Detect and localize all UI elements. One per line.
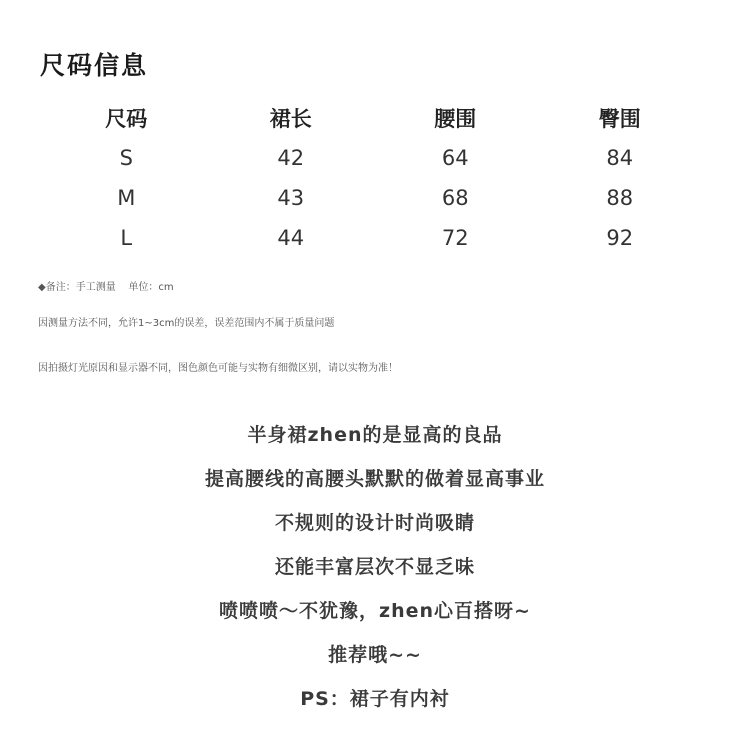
cell-waist-m: 68 bbox=[441, 186, 469, 210]
description-line: 提高腰线的高腰头默默的做着显高事业 bbox=[204, 468, 545, 490]
note-color-disclaimer: 因拍摄灯光原因和显示器不同，图色颜色可能与实物有细微区别，请以实物为准！ bbox=[38, 363, 398, 374]
cell-waist-l: 72 bbox=[441, 226, 469, 250]
description-line: 还能丰富层次不显乏味 bbox=[274, 556, 475, 578]
note-measurement-unit: ◆备注：手工测量 单位：cm bbox=[38, 282, 174, 293]
cell-size-s: S bbox=[119, 146, 133, 170]
measurement-notes bbox=[38, 282, 698, 375]
size-table-header-row bbox=[44, 98, 702, 138]
cell-length-m: 43 bbox=[277, 186, 305, 210]
cell-size-m: M bbox=[117, 186, 136, 210]
column-header-length: 裙长 bbox=[269, 107, 312, 131]
cell-hip-m: 88 bbox=[606, 186, 634, 210]
cell-length-l: 44 bbox=[277, 226, 305, 250]
cell-hip-s: 84 bbox=[606, 146, 634, 170]
cell-hip-l: 92 bbox=[606, 226, 634, 250]
description-line: 喷喷喷～不犹豫，zhen心百搭呀~ bbox=[219, 600, 531, 622]
cell-size-l: L bbox=[120, 226, 133, 250]
table-row bbox=[44, 138, 702, 178]
column-header-size: 尺码 bbox=[105, 107, 148, 131]
page-title: 尺码信息 bbox=[40, 51, 149, 80]
table-row bbox=[44, 218, 702, 258]
column-header-waist: 腰围 bbox=[434, 107, 477, 131]
size-table bbox=[44, 98, 702, 258]
description-line: 推荐哦~~ bbox=[328, 644, 422, 666]
cell-waist-s: 64 bbox=[441, 146, 469, 170]
description-line: PS：裙子有内衬 bbox=[300, 688, 450, 710]
description-line: 不规则的设计时尚吸睛 bbox=[274, 512, 475, 534]
product-description bbox=[0, 413, 750, 721]
description-line: 半身裙zhen的是显高的良品 bbox=[247, 424, 503, 446]
note-error-tolerance: 因测量方法不同，允许1~3cm的误差，误差范围内不属于质量问题 bbox=[38, 318, 335, 329]
cell-length-s: 42 bbox=[277, 146, 305, 170]
column-header-hip: 臀围 bbox=[598, 107, 641, 131]
table-row bbox=[44, 178, 702, 218]
